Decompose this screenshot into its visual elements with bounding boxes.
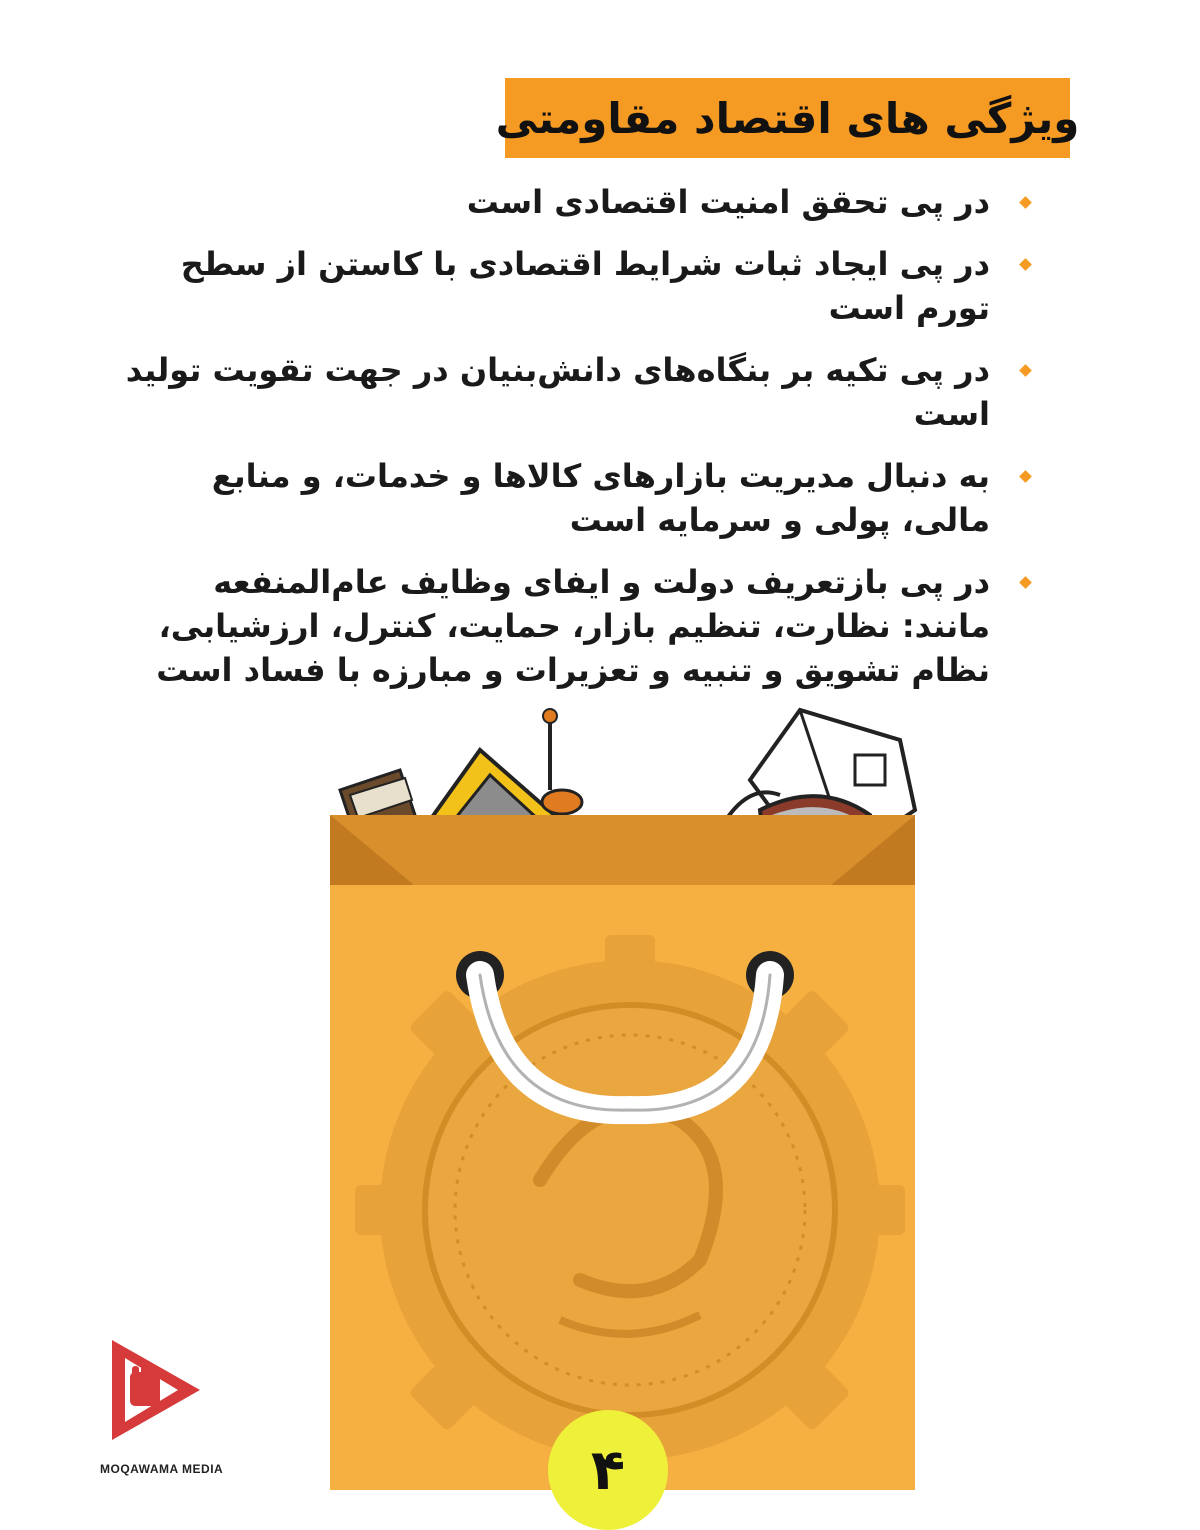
list-item: در پی بازتعریف دولت و ایفای وظایف عام‌المنفعه مانند: نظارت، تنظیم بازار، حمایت، کنترل، ارزشیابی، نظام تشویق و تنبیه و تعزیرات و مبارزه با فساد است [120, 560, 1040, 692]
diamond-bullet-icon [1019, 258, 1032, 271]
list-item: در پی ایجاد ثبات شرایط اقتصادی با کاستن از سطح تورم است [120, 242, 1040, 330]
list-item: در پی تکیه بر بنگاه‌های دانش‌بنیان در جهت تقویت تولید است [120, 348, 1040, 436]
diamond-bullet-icon [1019, 196, 1032, 209]
gear-coin-emblem [355, 935, 905, 1485]
feature-list [120, 180, 1040, 710]
list-item: به دنبال مدیریت بازارهای کالاها و خدمات، و منابع مالی، پولی و سرمایه است [120, 454, 1040, 542]
fist-play-logo [100, 1320, 210, 1460]
diamond-bullet-icon [1019, 576, 1032, 589]
title-banner [495, 78, 1080, 158]
shopping-bag-illustration [300, 700, 960, 1490]
brand-name: MOQAWAMA MEDIA [100, 1462, 224, 1476]
list-item: در پی تحقق امنیت اقتصادی است [120, 180, 1040, 224]
diamond-bullet-icon [1019, 364, 1032, 377]
diamond-bullet-icon [1019, 470, 1032, 483]
page-title: ویژگی های اقتصاد مقاومتی [495, 93, 1080, 143]
page-number-badge: ۴ [548, 1410, 668, 1530]
